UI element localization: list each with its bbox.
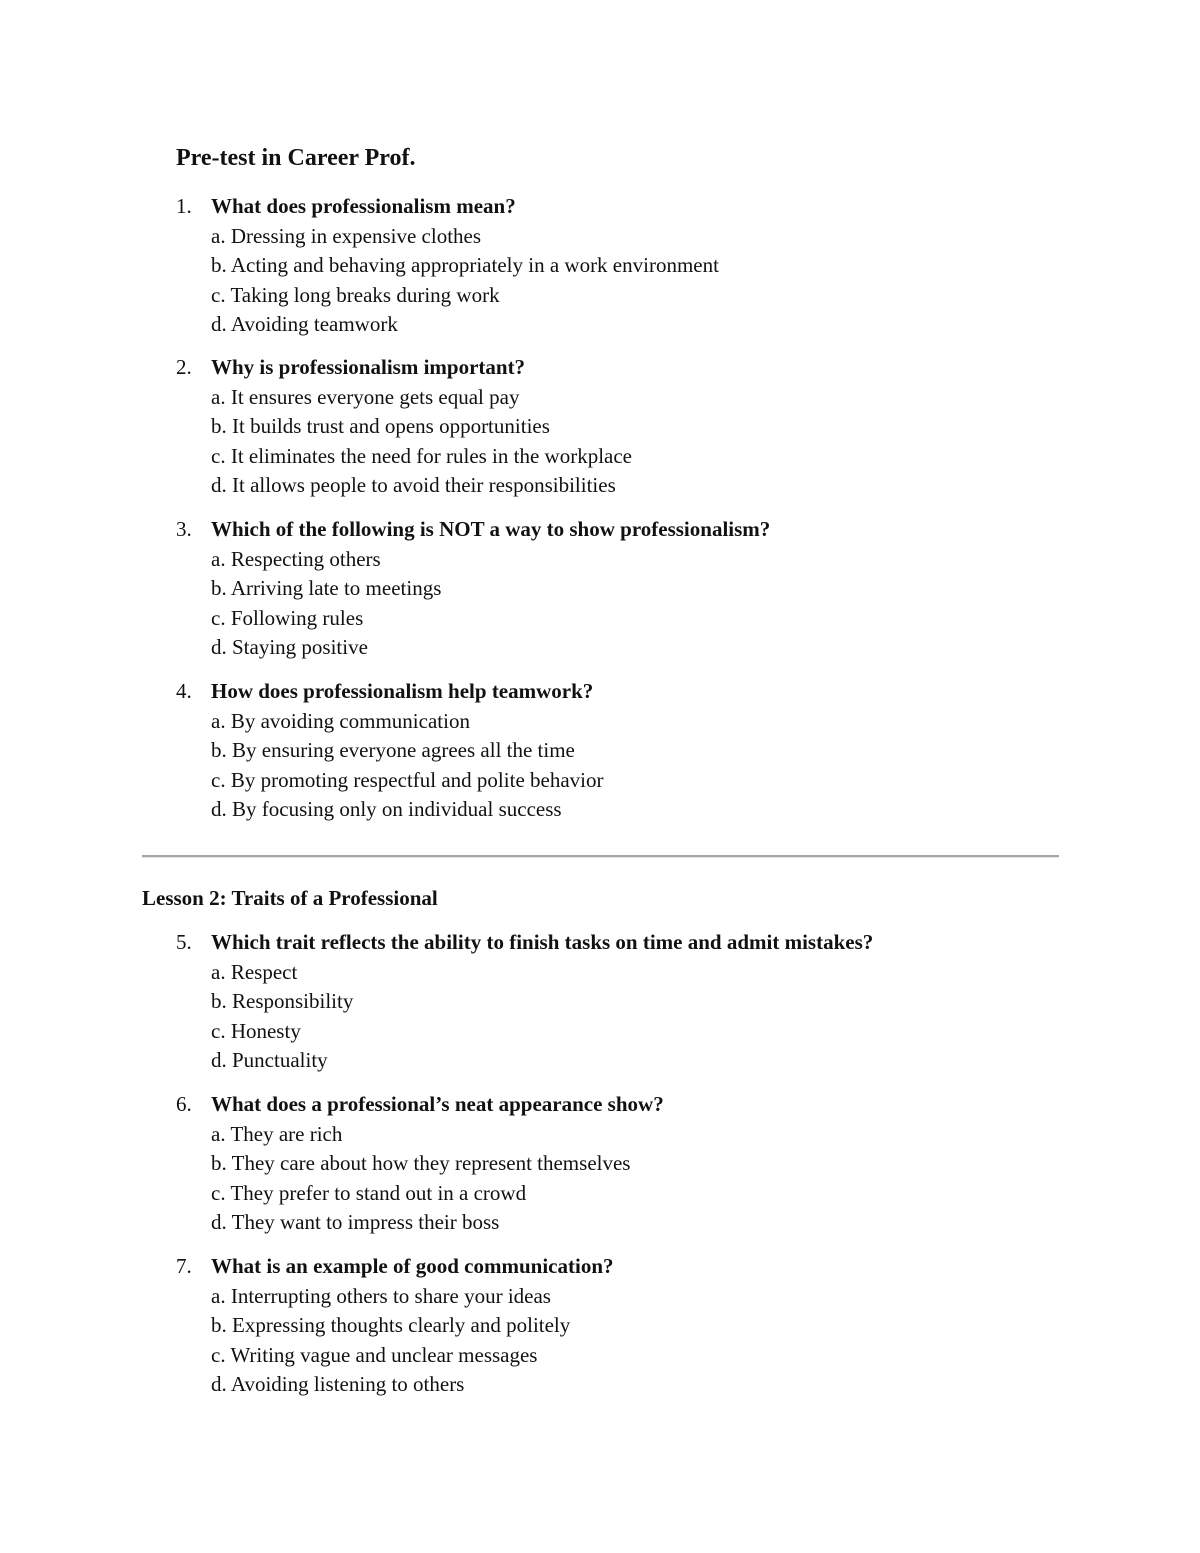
answer-option-c: c. It eliminates the need for rules in the workplace <box>211 443 633 468</box>
answer-option-d: d. It allows people to avoid their responsibilities <box>211 473 616 497</box>
question-4 <box>176 677 1076 825</box>
answer-option-c: c. Honesty <box>211 1018 301 1043</box>
answer-option-a: a. They are rich <box>211 1121 343 1146</box>
answer-option-a: a. By avoiding communication <box>211 708 470 733</box>
answer-option-c: c. Following rules <box>211 605 364 630</box>
question-number: 1. <box>176 194 192 218</box>
question-2 <box>176 353 1076 501</box>
question-3 <box>176 515 1076 663</box>
answer-option-a: a. Interrupting others to share your ideas <box>211 1283 551 1308</box>
question-text: Which of the following is NOT a way to show professionalism? <box>211 517 771 541</box>
answer-option-b: b. Expressing thoughts clearly and politely <box>211 1313 571 1337</box>
answer-option-d: d. Staying positive <box>211 635 368 659</box>
question-text: What does professionalism mean? <box>211 194 516 218</box>
question-text: Which trait reflects the ability to finish tasks on time and admit mistakes? <box>211 930 874 954</box>
answer-option-c: c. They prefer to stand out in a crowd <box>211 1180 527 1205</box>
answer-option-b: b. Acting and behaving appropriately in a work environment <box>211 253 719 277</box>
question-number: 3. <box>176 517 192 541</box>
answer-option-b: b. It builds trust and opens opportunities <box>211 414 550 438</box>
answer-option-a: a. Respecting others <box>211 546 381 571</box>
answer-option-a: a. Dressing in expensive clothes <box>211 223 482 248</box>
document-title: Pre-test in Career Prof. <box>176 145 416 171</box>
question-text: What does a professional’s neat appearance show? <box>211 1092 664 1116</box>
question-text: How does professionalism help teamwork? <box>211 679 594 703</box>
question-6 <box>176 1090 1076 1238</box>
question-text: Why is professionalism important? <box>211 355 526 379</box>
answer-option-d: d. Punctuality <box>211 1048 328 1072</box>
answer-option-a: a. Respect <box>211 959 298 984</box>
question-1 <box>176 192 1076 340</box>
question-number: 2. <box>176 355 192 379</box>
section-divider <box>142 855 1059 858</box>
answer-option-b: b. Arriving late to meetings <box>211 576 442 600</box>
question-number: 5. <box>176 930 192 954</box>
answer-option-b: b. They care about how they represent themselves <box>211 1151 631 1175</box>
answer-option-a: a. It ensures everyone gets equal pay <box>211 384 520 409</box>
question-number: 7. <box>176 1254 192 1278</box>
question-7 <box>176 1252 1076 1400</box>
answer-option-d: d. They want to impress their boss <box>211 1210 500 1234</box>
answer-option-d: d. Avoiding teamwork <box>211 312 398 336</box>
answer-option-d: d. Avoiding listening to others <box>211 1372 465 1396</box>
answer-option-c: c. By promoting respectful and polite behavior <box>211 767 604 792</box>
answer-option-b: b. Responsibility <box>211 989 354 1013</box>
lesson-heading: Lesson 2: Traits of a Professional <box>142 886 438 910</box>
answer-option-c: c. Writing vague and unclear messages <box>211 1342 538 1367</box>
answer-option-c: c. Taking long breaks during work <box>211 282 500 307</box>
question-text: What is an example of good communication? <box>211 1254 614 1278</box>
question-number: 6. <box>176 1092 192 1116</box>
question-5 <box>176 928 1076 1076</box>
answer-option-b: b. By ensuring everyone agrees all the time <box>211 738 575 762</box>
answer-option-d: d. By focusing only on individual success <box>211 797 562 821</box>
question-number: 4. <box>176 679 192 703</box>
